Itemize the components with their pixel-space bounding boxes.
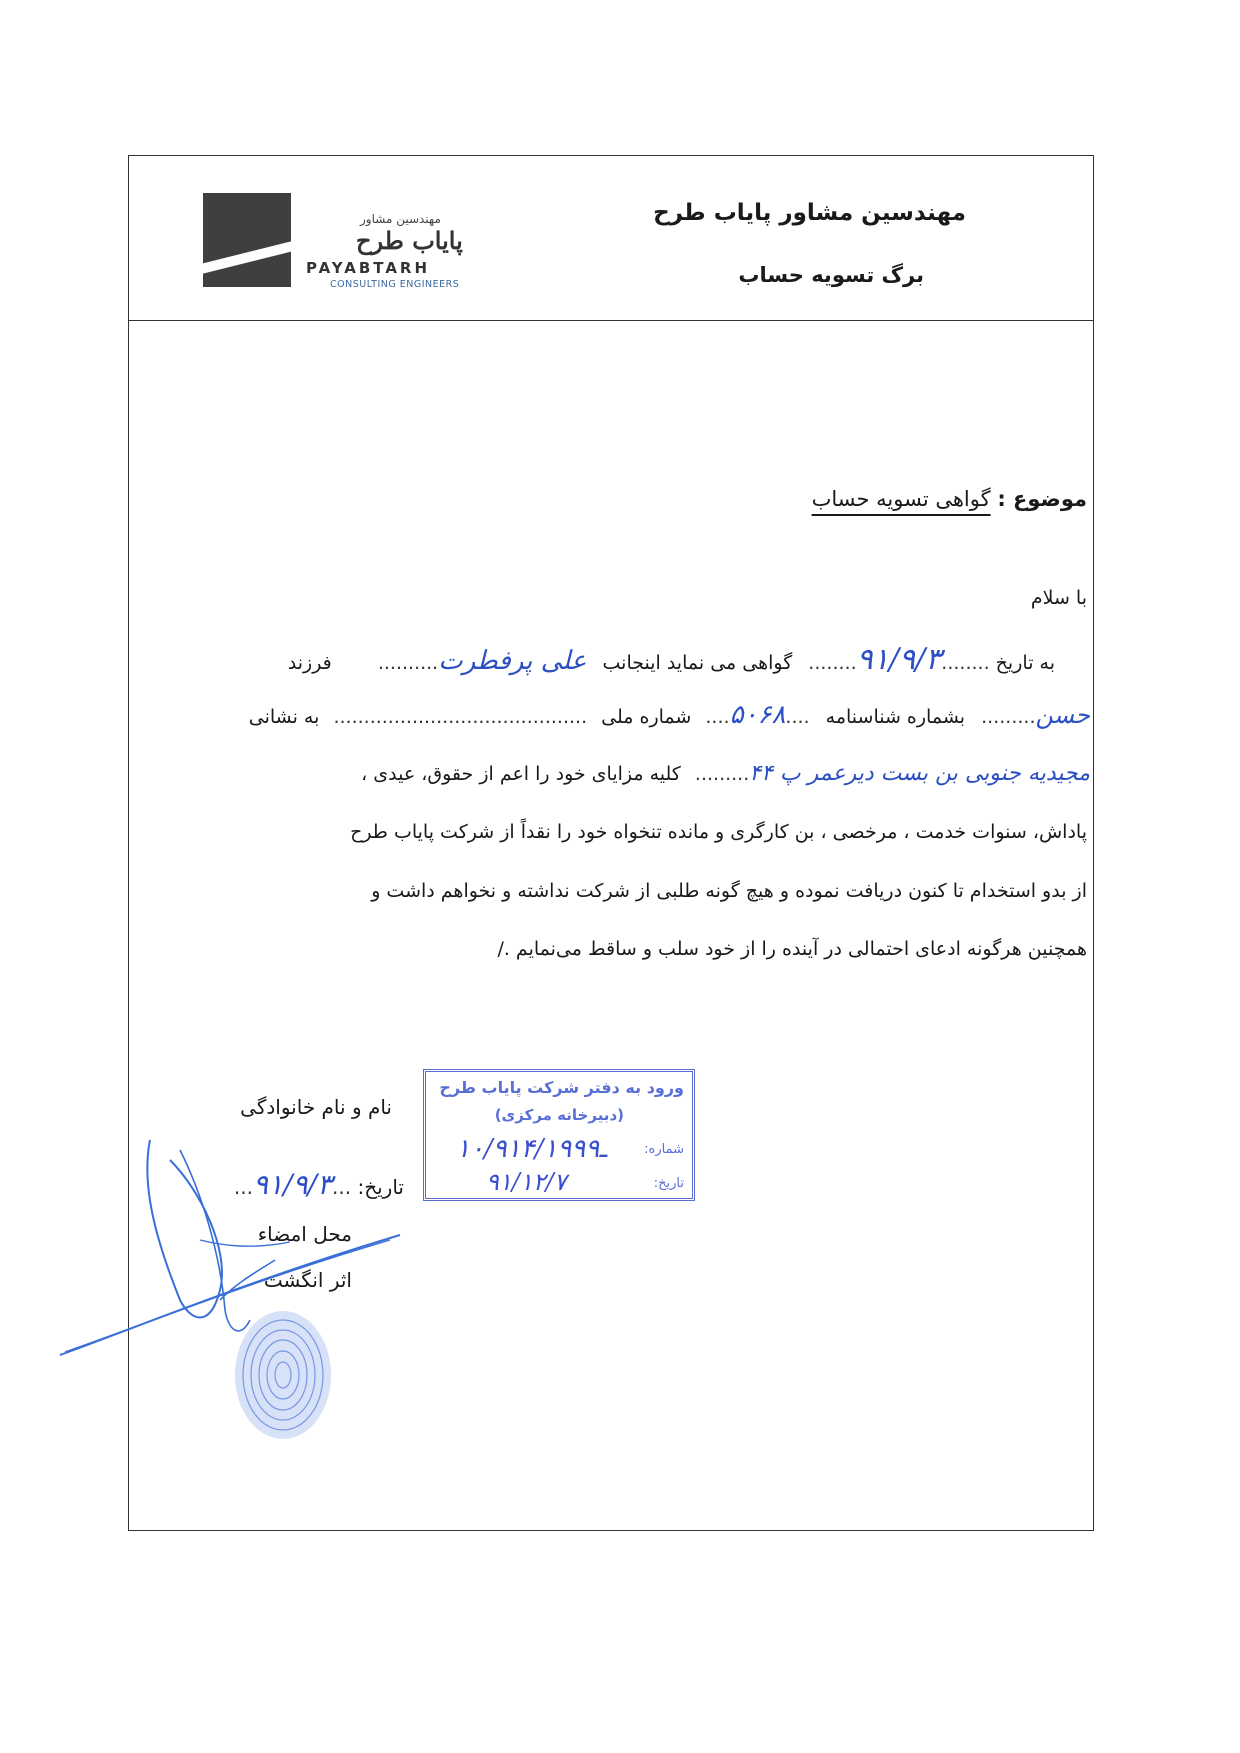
- subject-value: گواهی تسویه حساب: [811, 487, 991, 511]
- form-title: برگ تسویه حساب: [738, 263, 924, 287]
- greeting: با سلام: [1030, 587, 1087, 609]
- father-dots: .........: [981, 706, 1036, 728]
- text-certify: گواهی می نماید اینجانب: [602, 652, 793, 674]
- handwritten-name: علی پرفطرت: [438, 646, 587, 676]
- text-benefits: کلیه مزایای خود را اعم از حقوق، عیدی ،: [361, 763, 681, 785]
- stamp-title: ورود به دفتر شرکت پایاب طرح: [439, 1078, 684, 1097]
- subject-label: موضوع :: [997, 487, 1087, 511]
- logo-fa-name: پایاب طرح: [356, 226, 463, 255]
- stamp-number-value: ۱۰/۹۱ـ۴/۱۹۹۹: [456, 1134, 607, 1164]
- body-line-5: پاداش، سنوات خدمت ، مرخصی ، بن کارگری و مانده تنخواه خود را نقداً از شرکت پایاب طرح: [350, 821, 1087, 843]
- body-line-3: [249, 700, 1090, 730]
- body-line-6: از بدو استخدام تا کنون دریافت نموده و هیچ گونه طلبی از شرکت نداشته و نخواهم داشت و: [371, 880, 1087, 902]
- signature-place-label: محل امضاء: [257, 1222, 352, 1246]
- date-dots-2: ........: [808, 652, 857, 674]
- handwritten-father-name: حسن: [1035, 701, 1090, 729]
- logo-en-name: PAYABTARH: [306, 259, 431, 277]
- logo-en-sub: CONSULTING ENGINEERS: [330, 279, 460, 290]
- subject-line: [812, 487, 1087, 511]
- sign-date-dots: ...: [332, 1175, 352, 1199]
- fingerprint-label: اثر انگشت: [263, 1268, 352, 1292]
- stamp-number-label: شماره:: [644, 1142, 684, 1157]
- stamp-date-label: تاریخ:: [653, 1176, 684, 1191]
- id-dots-2: ....: [705, 706, 730, 728]
- header-separator: [128, 320, 1094, 321]
- handwritten-id-number: ۵۰۶۸: [729, 700, 786, 730]
- office-entry-stamp: [423, 1069, 695, 1201]
- text-id-number: بشماره شناسنامه: [825, 706, 966, 728]
- name-dots: ..........: [377, 652, 439, 674]
- name-label: نام و نام خانوادگی: [240, 1095, 392, 1119]
- logo-fa-small: مهندسین مشاور: [360, 212, 441, 226]
- text-address: به نشانی: [248, 706, 320, 728]
- sign-date-dots-2: ...: [233, 1175, 253, 1199]
- date-dots: ........: [941, 652, 990, 674]
- text-date-prefix: به تاریخ: [995, 652, 1055, 674]
- company-name: مهندسین مشاور پایاب طرح: [653, 200, 966, 226]
- body-line-4: [361, 761, 1090, 786]
- text-child-of: فرزند: [287, 652, 332, 674]
- id-dots: ....: [785, 706, 810, 728]
- stamp-subtitle: (دبیرخانه مرکزی): [494, 1106, 624, 1124]
- national-id-dots: ..........................................: [333, 706, 588, 728]
- sign-date-handwritten: ۹۱/۹/۳: [252, 1168, 333, 1201]
- logo-stripe: [203, 237, 291, 276]
- text-national-id: شماره ملی: [601, 706, 692, 728]
- stamp-date-value: ۹۱/۱۲/۷: [486, 1168, 567, 1196]
- sign-date-label: تاریخ:: [357, 1175, 404, 1199]
- body-line-2: [288, 642, 1055, 677]
- handwritten-address: مجیدیه جنوبی بن بست دیرعمر پ ۴۴: [749, 761, 1090, 786]
- address-dots: .........: [694, 763, 750, 785]
- company-logo-mark: [203, 193, 291, 287]
- handwritten-date: ۹۱/۹/۳: [856, 642, 942, 677]
- body-line-7: همچنین هرگونه ادعای احتمالی در آینده را از خود سلب و ساقط می‌نمایم ./: [497, 938, 1087, 960]
- fingerprint-mark: [228, 1305, 338, 1445]
